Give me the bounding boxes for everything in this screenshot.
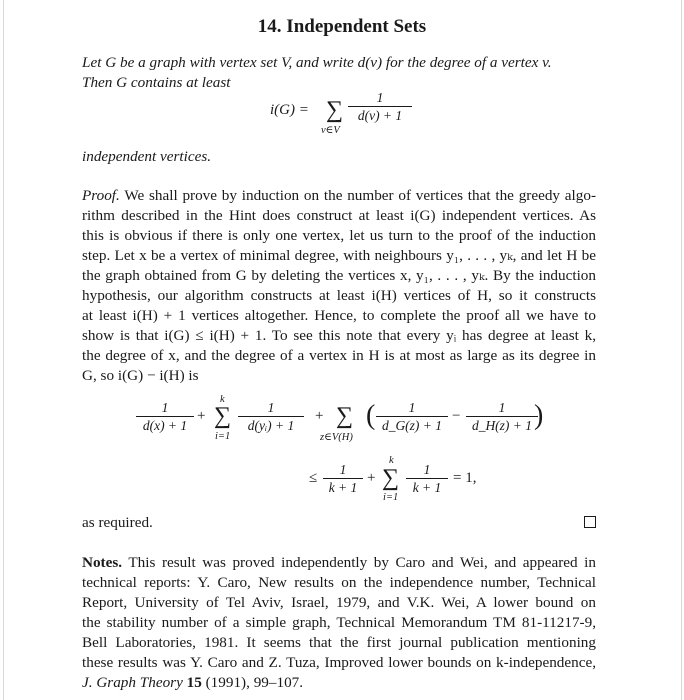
formula-lhs: i(G) = xyxy=(270,102,309,118)
eq1-sum1-upper: k xyxy=(220,394,225,405)
eq2-leq: ≤ xyxy=(309,470,318,486)
notes-line-6: these results was Y. Caro and Z. Tuza, Improved lower bounds on k-independence, xyxy=(82,654,596,671)
statement-line-1: Let G be a graph with vertex set V, and write d(v) for the degree of a vertex v. xyxy=(82,54,552,71)
eq1-fraction-4: 1 d_H(z) + 1 xyxy=(466,400,538,434)
proof-line-4: step. Let x be a vertex of minimal degree, with neighbours y₁, . . . , yₖ, and let H be xyxy=(82,247,596,264)
notes-line-2: technical reports: Y. Caro, New results on the independence number, Technical xyxy=(82,574,596,591)
eq2-fraction-2: 1 k + 1 xyxy=(406,462,448,496)
eq2-result: = 1, xyxy=(453,470,477,486)
eq2-plus: + xyxy=(367,470,376,486)
statement-after: independent vertices. xyxy=(82,148,212,165)
formula-denominator: d(v) + 1 xyxy=(357,108,403,123)
notes-line-1: Notes. This result was proved independently by Caro and Wei, and appeared in xyxy=(82,554,596,571)
formula-sum-symbol: ∑ xyxy=(326,97,344,123)
eq1-fraction-1: 1 d(x) + 1 xyxy=(136,400,194,434)
formula-sum-lower: v∈V xyxy=(321,125,340,136)
eq2-sum-symbol: ∑ xyxy=(382,465,400,491)
eq1-sum2-symbol: ∑ xyxy=(336,403,354,429)
proof-line-5: the graph obtained from G by deleting the vertices x, y₁, . . . , yₖ. By the induction xyxy=(82,267,596,284)
proof-line-2: rithm described in the Hint does construct at least i(G) independent vertices. As xyxy=(82,207,596,224)
notes-line-5: Bell Laboratories, 1981. It seems that the first journal publication mentioning xyxy=(82,634,596,651)
proof-line-3: this is obvious if there is only one vertex, let us turn to the proof of the induction xyxy=(82,227,596,244)
section-title: 14. Independent Sets xyxy=(257,16,427,37)
proof-label: Proof. xyxy=(82,187,120,204)
eq1-sum2-lower: z∈V(H) xyxy=(320,432,353,443)
citation-volume: 15 xyxy=(186,674,202,691)
proof-line-6: hypothesis, our algorithm constructs at least i(H) vertices of H, so it constructs xyxy=(82,287,596,304)
proof-line-1: Proof. We shall prove by induction on the number of vertices that the greedy algo- xyxy=(82,187,596,204)
eq1-fraction-2: 1 d(yᵢ) + 1 xyxy=(238,400,304,434)
proof-line-10: G, so i(G) − i(H) is xyxy=(82,367,199,384)
formula-numerator: 1 xyxy=(376,90,384,105)
eq2-sum-upper: k xyxy=(389,455,394,466)
proof-closing: as required. xyxy=(82,514,153,531)
eq1-plus-2: + xyxy=(315,408,324,424)
notes-line-7 xyxy=(82,673,303,693)
eq2-fraction-1: 1 k + 1 xyxy=(323,462,363,496)
eq2-sum-lower: i=1 xyxy=(383,492,399,503)
eq1-fraction-3: 1 d_G(z) + 1 xyxy=(376,400,448,434)
citation-rest: (1991), 99–107. xyxy=(205,674,304,691)
statement-line-2: Then G contains at least xyxy=(82,74,231,91)
notes-line-4: the stability number of a simple graph, Technical Memorandum TM 81-11217-9, xyxy=(82,614,596,631)
eq1-minus: − xyxy=(452,408,461,424)
eq1-right-paren: ) xyxy=(534,400,544,431)
proof-line-9: the degree of x, and the degree of a vertex in H is at most as large as its degree in xyxy=(82,347,596,364)
eq1-sum1-lower: i=1 xyxy=(215,431,231,442)
formula-fraction xyxy=(348,90,412,124)
eq1-plus-1: + xyxy=(197,408,206,424)
notes-label: Notes. xyxy=(82,554,123,571)
citation-journal: J. Graph Theory xyxy=(82,674,183,691)
qed-box-icon xyxy=(584,516,596,528)
proof-line-8: show is that i(G) ≤ i(H) + 1. To see this note that every yᵢ has degree at least k, xyxy=(82,327,596,344)
proof-line-7: at least i(H) + 1 vertices altogether. Hence, to complete the proof all we have to xyxy=(82,307,596,324)
eq1-sum1-symbol: ∑ xyxy=(214,403,232,429)
eq1-left-paren: ( xyxy=(366,400,376,431)
notes-line-3: Report, University of Tel Aviv, Israel, 1979, and V.K. Wei, A lower bound on xyxy=(82,594,596,611)
